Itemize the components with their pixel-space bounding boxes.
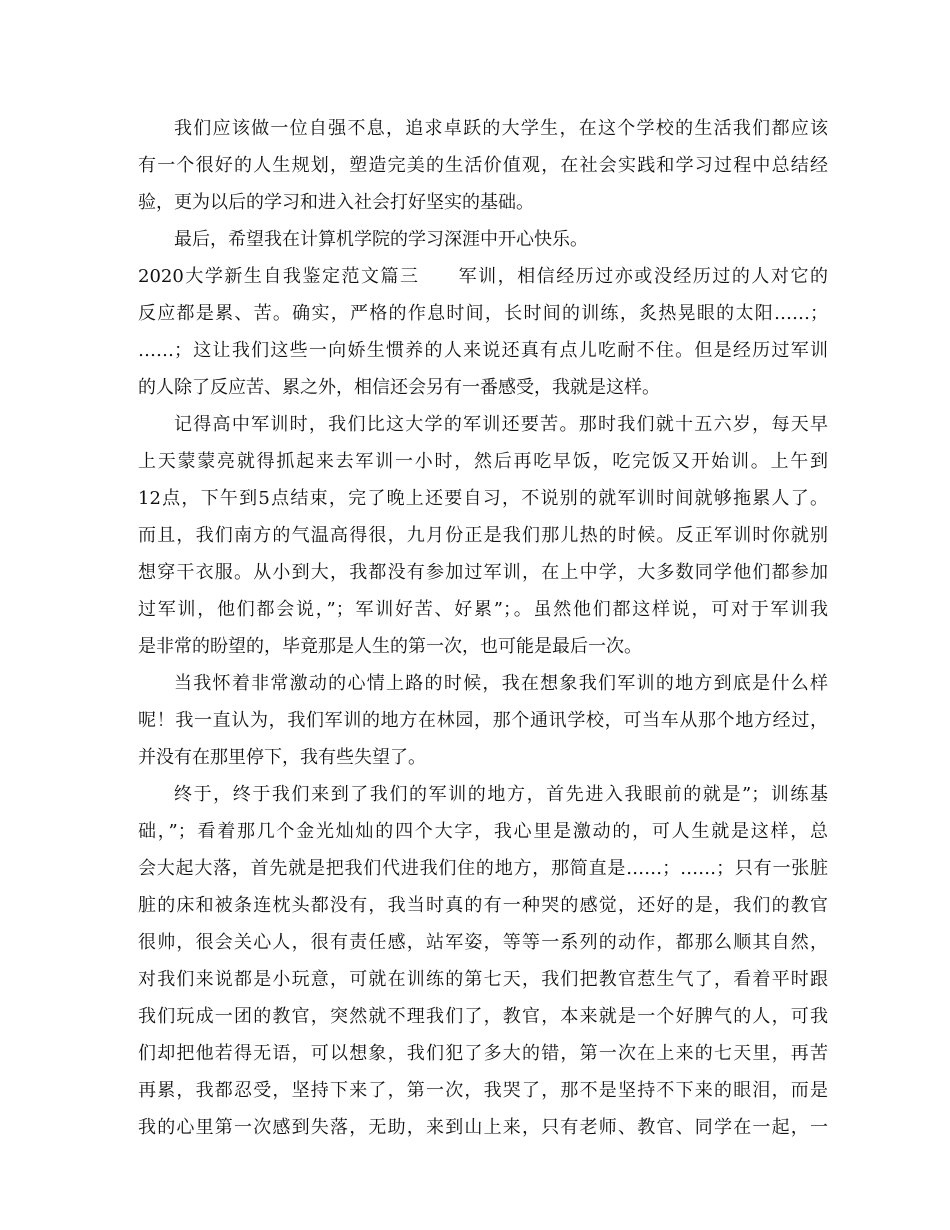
text-line: 呢！我一直认为，我们军训的地方在林园，那个通讯学校，可当车从那个地方经过， bbox=[138, 710, 828, 731]
text-line: 终于，终于我们来到了我们的军训的地方，首先进入我眼前的就是”；训练基 bbox=[174, 784, 828, 805]
text-line: 当我怀着非常激动的心情上路的时候，我在想象我们军训的地方到底是什么样 bbox=[174, 673, 828, 694]
text-line: 最后，希望我在计算机学院的学习深涯中开心快乐。 bbox=[174, 229, 588, 250]
text-line: 脏的床和被条连枕头都没有，我当时真的有一种哭的感觉，还好的是，我们的教官 bbox=[138, 895, 828, 916]
text-line: 有一个很好的人生规划，塑造完美的生活价值观，在社会实践和学习过程中总结经 bbox=[138, 155, 828, 176]
text-line: 的人除了反应苦、累之外，相信还会另有一番感受，我就是这样。 bbox=[138, 377, 660, 398]
text-line: 上天蒙蒙亮就得抓起来去军训一小时，然后再吃早饭，吃完饭又开始训。上午到 bbox=[138, 451, 828, 472]
text-line: 12点，下午到5点结束，完了晚上还要自习，不说别的就军训时间就够拖累人了。 bbox=[138, 488, 828, 509]
text-line: ……；这让我们这些一向娇生惯养的人来说还真有点儿吃耐不住。但是经历过军训 bbox=[138, 340, 828, 361]
text-line: 我的心里第一次感到失落，无助，来到山上来，只有老师、教官、同学在一起，一 bbox=[138, 1117, 828, 1138]
text-line: 过军训，他们都会说，”；军训好苦、好累”；。虽然他们都这样说，可对于军训我 bbox=[138, 599, 828, 620]
text-line: 础，”；看着那几个金光灿灿的四个大字，我心里是激动的，可人生就是这样，总 bbox=[138, 821, 828, 842]
text-line: 对我们来说都是小玩意，可就在训练的第七天，我们把教官惹生气了，看着平时跟 bbox=[138, 969, 828, 990]
text-line: 而且，我们南方的气温高得很，九月份正是我们那儿热的时候。反正军训时你就别 bbox=[138, 525, 828, 546]
text-line: 是非常的盼望的，毕竟那是人生的第一次，也可能是最后一次。 bbox=[138, 636, 642, 657]
text-line: 会大起大落，首先就是把我们代进我们住的地方，那简直是……；……；只有一张脏 bbox=[138, 858, 828, 879]
text-line: 很帅，很会关心人，很有责任感，站军姿，等等一系列的动作，都那么顺其自然， bbox=[138, 932, 828, 953]
text-line: 反应都是累、苦。确实，严格的作息时间，长时间的训练，炙热晃眼的太阳……； bbox=[138, 303, 828, 324]
text-line: 并没有在那里停下，我有些失望了。 bbox=[138, 747, 426, 768]
text-line: 再累，我都忍受，坚持下来了，第一次，我哭了，那不是坚持不下来的眼泪，而是 bbox=[138, 1080, 828, 1101]
text-line: 验，更为以后的学习和进入社会打好坚实的基础。 bbox=[138, 192, 534, 213]
text-line: 记得高中军训时，我们比这大学的军训还要苦。那时我们就十五六岁，每天早 bbox=[174, 414, 828, 435]
text-line: 想穿干衣服。从小到大，我都没有参加过军训，在上中学，大多数同学他们都参加 bbox=[138, 562, 828, 583]
text-line: 我们玩成一团的教官，突然就不理我们了，教官，本来就是一个好脾气的人，可我 bbox=[138, 1006, 828, 1027]
text-line: 们却把他若得无语，可以想象，我们犯了多大的错，第一次在上来的七天里，再苦 bbox=[138, 1043, 828, 1064]
text-line: 2020大学新生自我鉴定范文篇三 军训，相信经历过亦或没经历过的人对它的 bbox=[138, 266, 828, 287]
text-line: 我们应该做一位自强不息，追求卓跃的大学生，在这个学校的生活我们都应该 bbox=[174, 118, 828, 139]
